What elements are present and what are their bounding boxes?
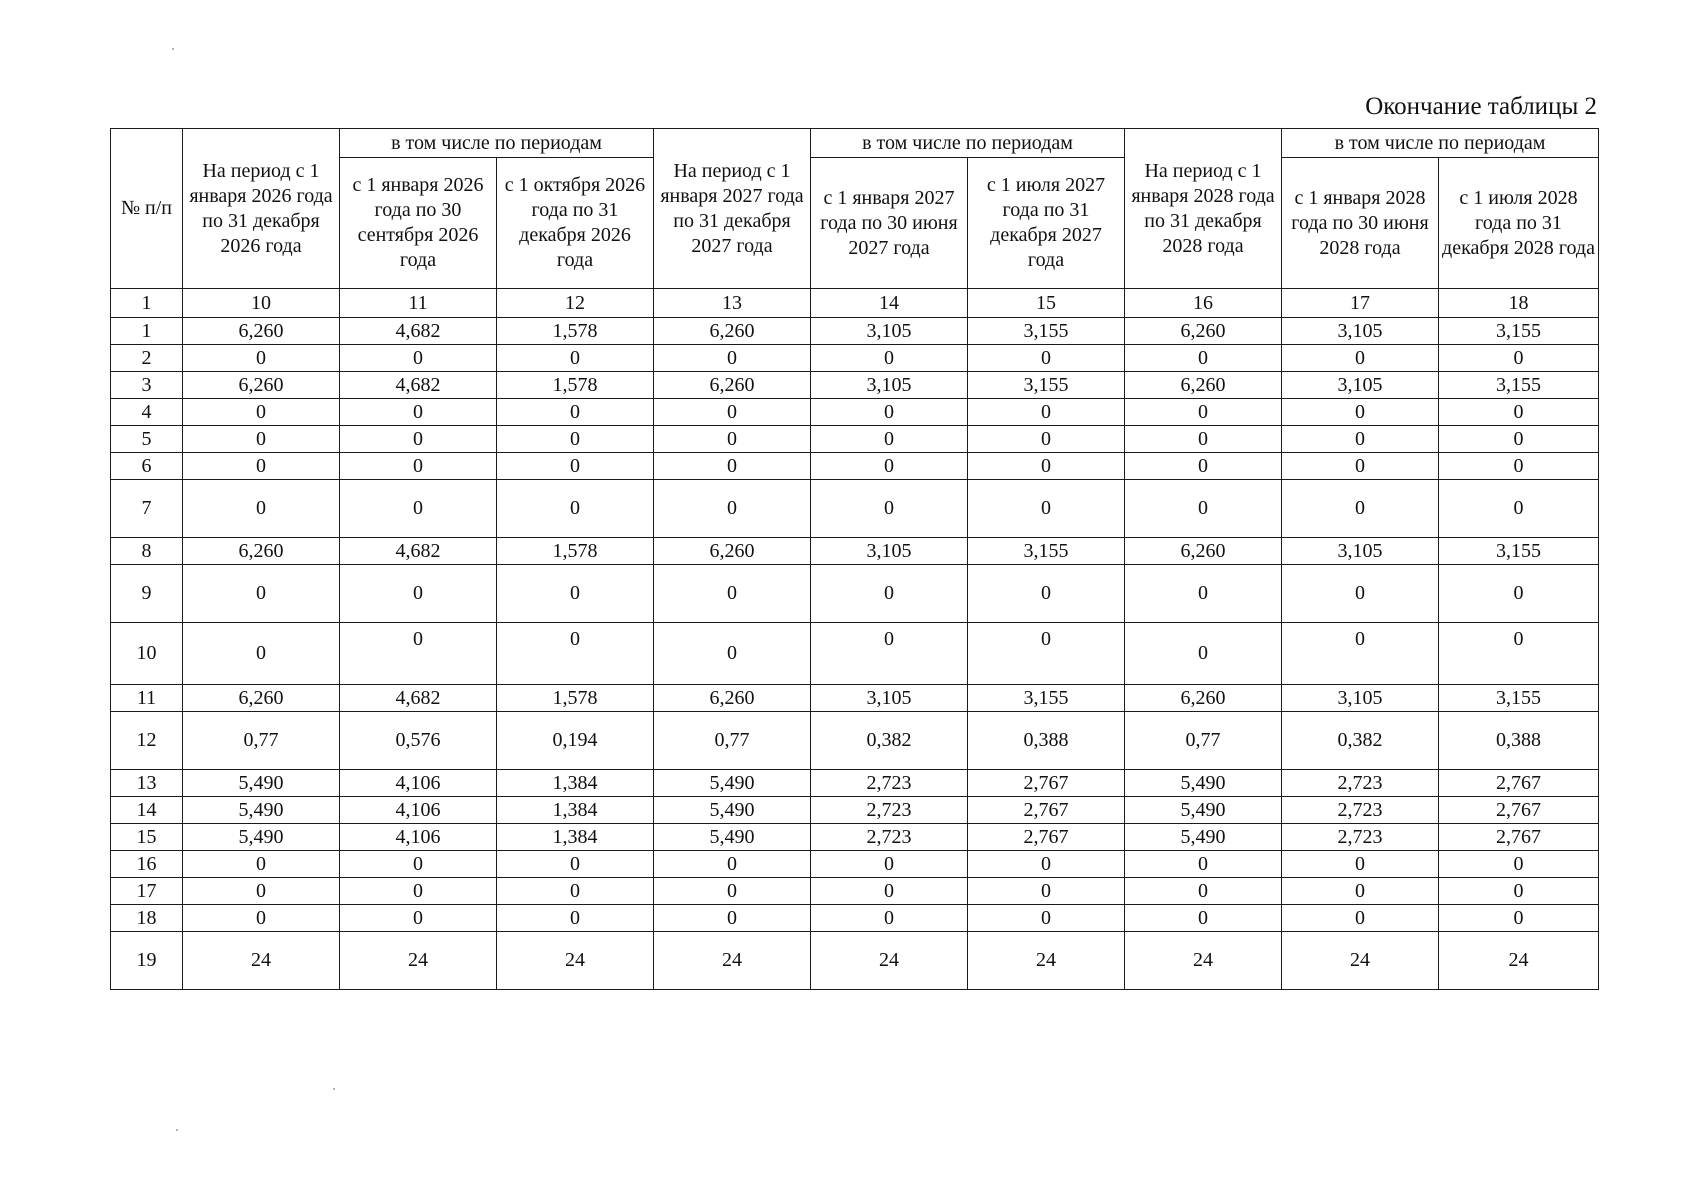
- value-cell: 4,682: [340, 685, 497, 712]
- value-cell: 0: [968, 623, 1125, 685]
- value-cell: 0: [968, 345, 1125, 372]
- value-cell: 6,260: [1125, 538, 1282, 565]
- value-cell: 0: [1439, 426, 1599, 453]
- row-number-cell: 15: [111, 824, 183, 851]
- table-row: [111, 685, 1599, 712]
- value-cell: 0: [968, 480, 1125, 538]
- value-cell: 0: [340, 399, 497, 426]
- header-total-2027: На период с 1 января 2027 года по 31 декабря 2027 года: [654, 129, 811, 289]
- value-cell: 0: [654, 345, 811, 372]
- value-cell: 2,767: [1439, 797, 1599, 824]
- value-cell: 1,578: [497, 685, 654, 712]
- table-row: [111, 932, 1599, 990]
- table-row: [111, 565, 1599, 623]
- value-cell: 24: [183, 932, 340, 990]
- row-number-cell: 10: [111, 623, 183, 685]
- value-cell: 6,260: [654, 538, 811, 565]
- value-cell: 0: [1439, 851, 1599, 878]
- value-cell: 24: [654, 932, 811, 990]
- value-cell: 6,260: [183, 318, 340, 345]
- value-cell: 2,767: [968, 770, 1125, 797]
- value-cell: 0: [340, 623, 497, 685]
- value-cell: 1,384: [497, 824, 654, 851]
- value-cell: 0: [183, 345, 340, 372]
- table-row: [111, 453, 1599, 480]
- table-row: [111, 770, 1599, 797]
- column-number: 10: [183, 289, 340, 318]
- value-cell: 0: [811, 399, 968, 426]
- table-row: [111, 878, 1599, 905]
- value-cell: 0,576: [340, 712, 497, 770]
- header-sub-2027-1: с 1 января 2027 года по 30 июня 2027 года: [811, 158, 968, 289]
- header-row-1: [111, 129, 1599, 158]
- value-cell: 3,155: [1439, 538, 1599, 565]
- value-cell: 2,723: [811, 770, 968, 797]
- value-cell: 0: [811, 345, 968, 372]
- row-number-cell: 2: [111, 345, 183, 372]
- value-cell: 5,490: [1125, 770, 1282, 797]
- row-number-cell: 14: [111, 797, 183, 824]
- value-cell: 0: [497, 623, 654, 685]
- table-caption: Окончание таблицы 2: [1365, 93, 1597, 120]
- value-cell: 0: [1282, 345, 1439, 372]
- column-number-row: [111, 289, 1599, 318]
- value-cell: 0: [654, 905, 811, 932]
- value-cell: 2,767: [1439, 770, 1599, 797]
- header-sub-2026-1: с 1 января 2026 года по 30 сентября 2026 года: [340, 158, 497, 289]
- value-cell: 0: [1125, 565, 1282, 623]
- value-cell: 0: [1282, 878, 1439, 905]
- value-cell: 3,155: [968, 685, 1125, 712]
- value-cell: 0,382: [1282, 712, 1439, 770]
- value-cell: 0: [811, 878, 968, 905]
- value-cell: 0: [340, 426, 497, 453]
- row-number-cell: 1: [111, 318, 183, 345]
- value-cell: 0: [1125, 345, 1282, 372]
- value-cell: 3,105: [811, 372, 968, 399]
- value-cell: 0: [1125, 399, 1282, 426]
- value-cell: 0: [811, 851, 968, 878]
- value-cell: 0: [654, 426, 811, 453]
- value-cell: 2,723: [1282, 824, 1439, 851]
- table-body: [111, 289, 1599, 990]
- value-cell: 0: [1282, 565, 1439, 623]
- value-cell: 6,260: [183, 685, 340, 712]
- row-number-cell: 19: [111, 932, 183, 990]
- value-cell: 0: [1282, 399, 1439, 426]
- value-cell: 0,388: [1439, 712, 1599, 770]
- value-cell: 0,382: [811, 712, 968, 770]
- header-total-2028: На период с 1 января 2028 года по 31 декабря 2028 года: [1125, 129, 1282, 289]
- value-cell: 3,105: [811, 318, 968, 345]
- value-cell: 0: [1439, 345, 1599, 372]
- value-cell: 0: [654, 623, 811, 685]
- column-number: 17: [1282, 289, 1439, 318]
- header-subgroup-2026: в том числе по периодам: [340, 129, 654, 158]
- value-cell: 0: [1125, 453, 1282, 480]
- table-row: [111, 426, 1599, 453]
- scan-speck: [176, 1129, 178, 1131]
- value-cell: 0: [340, 480, 497, 538]
- value-cell: 0: [811, 623, 968, 685]
- value-cell: 2,723: [811, 824, 968, 851]
- row-number-cell: 3: [111, 372, 183, 399]
- table-row: [111, 399, 1599, 426]
- value-cell: 0: [654, 399, 811, 426]
- value-cell: 3,105: [1282, 538, 1439, 565]
- row-number-cell: 13: [111, 770, 183, 797]
- value-cell: 24: [1125, 932, 1282, 990]
- value-cell: 0: [1439, 565, 1599, 623]
- value-cell: 0: [183, 453, 340, 480]
- value-cell: 5,490: [654, 770, 811, 797]
- column-number: 13: [654, 289, 811, 318]
- value-cell: 6,260: [1125, 318, 1282, 345]
- table-row: [111, 851, 1599, 878]
- value-cell: 2,723: [1282, 797, 1439, 824]
- value-cell: 0: [497, 851, 654, 878]
- value-cell: 0,77: [654, 712, 811, 770]
- value-cell: 0: [968, 399, 1125, 426]
- value-cell: 4,682: [340, 538, 497, 565]
- value-cell: 0: [968, 878, 1125, 905]
- scan-speck: [172, 48, 174, 50]
- row-number-cell: 18: [111, 905, 183, 932]
- value-cell: 2,723: [1282, 770, 1439, 797]
- column-number: 1: [111, 289, 183, 318]
- row-number-cell: 7: [111, 480, 183, 538]
- value-cell: 0: [1125, 878, 1282, 905]
- value-cell: 0: [1125, 623, 1282, 685]
- value-cell: 0: [183, 623, 340, 685]
- value-cell: 0: [340, 878, 497, 905]
- value-cell: 0: [654, 565, 811, 623]
- row-number-cell: 9: [111, 565, 183, 623]
- row-number-cell: 11: [111, 685, 183, 712]
- value-cell: 0: [183, 851, 340, 878]
- value-cell: 1,578: [497, 372, 654, 399]
- value-cell: 0: [654, 453, 811, 480]
- table-row: [111, 345, 1599, 372]
- value-cell: 0: [811, 480, 968, 538]
- value-cell: 1,384: [497, 770, 654, 797]
- value-cell: 0: [497, 480, 654, 538]
- table-row: [111, 905, 1599, 932]
- value-cell: 5,490: [1125, 824, 1282, 851]
- value-cell: 4,106: [340, 797, 497, 824]
- table-row: [111, 318, 1599, 345]
- value-cell: 0: [1125, 851, 1282, 878]
- header-sub-2028-2: с 1 июля 2028 года по 31 декабря 2028 года: [1439, 158, 1599, 289]
- value-cell: 0: [1439, 480, 1599, 538]
- value-cell: 0: [654, 878, 811, 905]
- value-cell: 0: [1439, 453, 1599, 480]
- row-number-cell: 5: [111, 426, 183, 453]
- value-cell: 0: [1439, 905, 1599, 932]
- value-cell: 2,767: [968, 797, 1125, 824]
- value-cell: 0: [497, 426, 654, 453]
- header-sub-2028-1: с 1 января 2028 года по 30 июня 2028 года: [1282, 158, 1439, 289]
- value-cell: 0: [340, 345, 497, 372]
- table-row: [111, 372, 1599, 399]
- row-number-cell: 8: [111, 538, 183, 565]
- value-cell: 0,77: [183, 712, 340, 770]
- value-cell: 6,260: [1125, 372, 1282, 399]
- value-cell: 5,490: [654, 797, 811, 824]
- value-cell: 3,155: [1439, 685, 1599, 712]
- value-cell: 1,578: [497, 538, 654, 565]
- column-number: 16: [1125, 289, 1282, 318]
- value-cell: 4,682: [340, 318, 497, 345]
- value-cell: 0,77: [1125, 712, 1282, 770]
- table-row: [111, 712, 1599, 770]
- value-cell: 24: [497, 932, 654, 990]
- header-subgroup-2028: в том числе по периодам: [1282, 129, 1599, 158]
- value-cell: 0: [811, 905, 968, 932]
- table-row: [111, 538, 1599, 565]
- value-cell: 0: [1282, 453, 1439, 480]
- value-cell: 6,260: [654, 372, 811, 399]
- value-cell: 0: [654, 851, 811, 878]
- value-cell: 24: [968, 932, 1125, 990]
- value-cell: 0: [968, 453, 1125, 480]
- value-cell: 0: [497, 905, 654, 932]
- value-cell: 0: [183, 878, 340, 905]
- value-cell: 6,260: [654, 685, 811, 712]
- value-cell: 3,155: [968, 372, 1125, 399]
- row-number-cell: 4: [111, 399, 183, 426]
- value-cell: 2,767: [1439, 824, 1599, 851]
- row-number-cell: 16: [111, 851, 183, 878]
- value-cell: 0: [811, 426, 968, 453]
- column-number: 12: [497, 289, 654, 318]
- header-sub-2027-2: с 1 июля 2027 года по 31 декабря 2027 года: [968, 158, 1125, 289]
- value-cell: 3,105: [1282, 685, 1439, 712]
- table-row: [111, 480, 1599, 538]
- column-number: 15: [968, 289, 1125, 318]
- value-cell: 0: [811, 565, 968, 623]
- header-sub-2026-2: с 1 октября 2026 года по 31 декабря 2026 года: [497, 158, 654, 289]
- value-cell: 5,490: [183, 797, 340, 824]
- value-cell: 6,260: [183, 372, 340, 399]
- value-cell: 1,578: [497, 318, 654, 345]
- row-number-cell: 12: [111, 712, 183, 770]
- value-cell: 4,106: [340, 770, 497, 797]
- value-cell: 2,723: [811, 797, 968, 824]
- value-cell: 6,260: [183, 538, 340, 565]
- value-cell: 3,105: [1282, 318, 1439, 345]
- value-cell: 1,384: [497, 797, 654, 824]
- value-cell: 0: [968, 426, 1125, 453]
- value-cell: 0: [183, 480, 340, 538]
- value-cell: 0: [497, 565, 654, 623]
- value-cell: 0: [340, 565, 497, 623]
- value-cell: 24: [340, 932, 497, 990]
- column-number: 11: [340, 289, 497, 318]
- value-cell: 0: [1282, 623, 1439, 685]
- row-number-cell: 6: [111, 453, 183, 480]
- value-cell: 24: [1282, 932, 1439, 990]
- value-cell: 0: [968, 565, 1125, 623]
- value-cell: 0: [1282, 851, 1439, 878]
- value-cell: 5,490: [183, 824, 340, 851]
- value-cell: 0: [1439, 878, 1599, 905]
- value-cell: 4,682: [340, 372, 497, 399]
- value-cell: 0: [1125, 905, 1282, 932]
- value-cell: 0,388: [968, 712, 1125, 770]
- value-cell: 0: [183, 905, 340, 932]
- value-cell: 24: [1439, 932, 1599, 990]
- value-cell: 0: [497, 453, 654, 480]
- value-cell: 3,155: [968, 538, 1125, 565]
- value-cell: 0: [1439, 623, 1599, 685]
- data-table: [110, 128, 1599, 990]
- value-cell: 0: [1125, 480, 1282, 538]
- value-cell: 0,194: [497, 712, 654, 770]
- scan-speck: [333, 1088, 335, 1090]
- value-cell: 0: [183, 399, 340, 426]
- column-number: 14: [811, 289, 968, 318]
- table-row: [111, 623, 1599, 685]
- value-cell: 0: [1282, 480, 1439, 538]
- value-cell: 0: [968, 905, 1125, 932]
- value-cell: 0: [1125, 426, 1282, 453]
- value-cell: 3,155: [1439, 318, 1599, 345]
- value-cell: 5,490: [1125, 797, 1282, 824]
- table-row: [111, 797, 1599, 824]
- table-row: [111, 824, 1599, 851]
- value-cell: 5,490: [654, 824, 811, 851]
- value-cell: 3,105: [1282, 372, 1439, 399]
- value-cell: 0: [811, 453, 968, 480]
- value-cell: 3,105: [811, 538, 968, 565]
- value-cell: 5,490: [183, 770, 340, 797]
- value-cell: 0: [183, 565, 340, 623]
- value-cell: 0: [1439, 399, 1599, 426]
- value-cell: 3,105: [811, 685, 968, 712]
- header-subgroup-2027: в том числе по периодам: [811, 129, 1125, 158]
- value-cell: 3,155: [1439, 372, 1599, 399]
- header-num: № п/п: [111, 129, 183, 289]
- value-cell: 0: [497, 345, 654, 372]
- value-cell: 0: [183, 426, 340, 453]
- value-cell: 0: [1282, 905, 1439, 932]
- value-cell: 0: [340, 453, 497, 480]
- row-number-cell: 17: [111, 878, 183, 905]
- value-cell: 0: [497, 878, 654, 905]
- value-cell: 6,260: [1125, 685, 1282, 712]
- value-cell: 0: [340, 851, 497, 878]
- header-total-2026: На период с 1 января 2026 года по 31 декабря 2026 года: [183, 129, 340, 289]
- value-cell: 6,260: [654, 318, 811, 345]
- value-cell: 0: [968, 851, 1125, 878]
- value-cell: 24: [811, 932, 968, 990]
- column-number: 18: [1439, 289, 1599, 318]
- value-cell: 0: [654, 480, 811, 538]
- value-cell: 0: [1282, 426, 1439, 453]
- value-cell: 4,106: [340, 824, 497, 851]
- value-cell: 0: [340, 905, 497, 932]
- value-cell: 3,155: [968, 318, 1125, 345]
- value-cell: 2,767: [968, 824, 1125, 851]
- value-cell: 0: [497, 399, 654, 426]
